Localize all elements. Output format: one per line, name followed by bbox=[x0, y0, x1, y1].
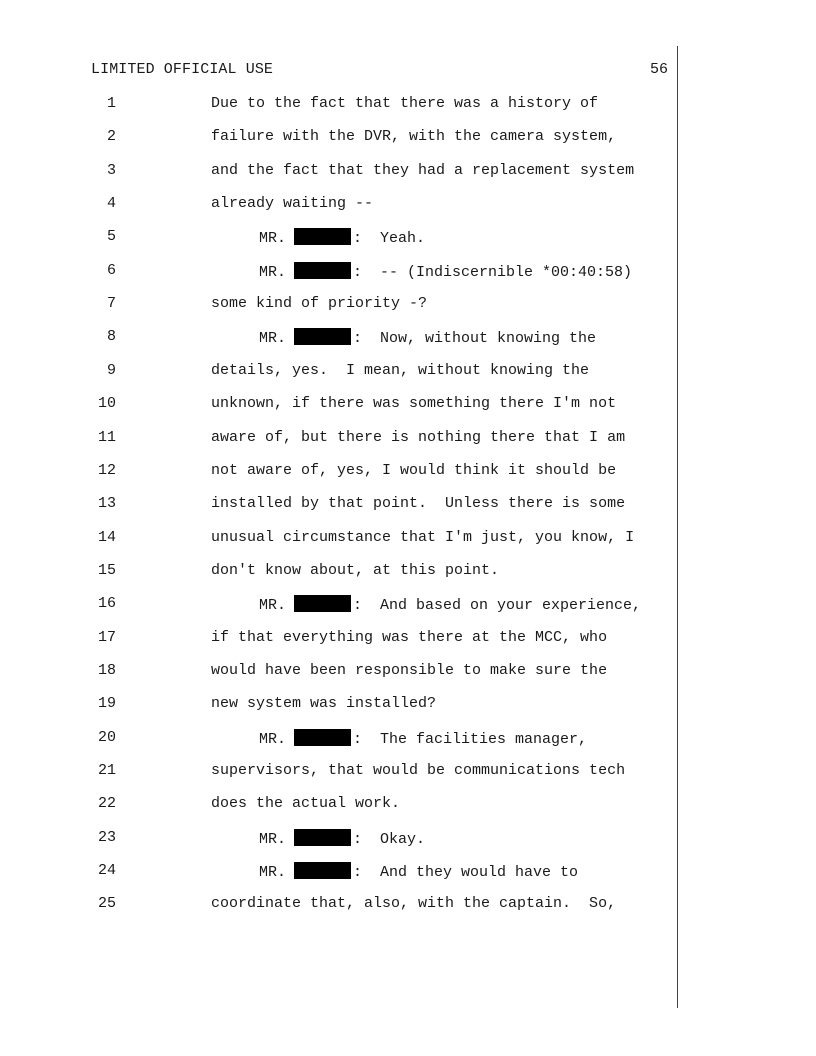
transcript-line bbox=[0, 695, 816, 715]
line-text: failure with the DVR, with the camera system, bbox=[211, 128, 617, 146]
transcript-line bbox=[0, 328, 816, 348]
redaction-box bbox=[294, 595, 351, 612]
line-number: 1 bbox=[106, 95, 116, 112]
line-number: 12 bbox=[97, 461, 116, 479]
speaker-line bbox=[259, 862, 578, 881]
transcript-line bbox=[0, 162, 816, 182]
transcript-line bbox=[0, 195, 816, 215]
line-text: supervisors, that would be communications tech bbox=[211, 762, 626, 779]
speech-text: : -- (Indiscernible *00:40:58) bbox=[353, 263, 633, 281]
line-number: 10 bbox=[97, 395, 116, 413]
line-text: and the fact that they had a replacement system bbox=[211, 161, 635, 179]
transcript-line bbox=[0, 395, 816, 415]
transcript-line bbox=[0, 562, 816, 582]
line-text: does the actual work. bbox=[211, 795, 401, 813]
line-number: 25 bbox=[97, 895, 116, 913]
transcript-line bbox=[0, 662, 816, 682]
line-number: 13 bbox=[97, 495, 116, 513]
speaker-label: MR. bbox=[259, 730, 287, 748]
line-number: 21 bbox=[97, 762, 116, 779]
transcript-line bbox=[0, 362, 816, 382]
redaction-box bbox=[294, 228, 351, 245]
transcript-line bbox=[0, 595, 816, 615]
line-number: 3 bbox=[106, 161, 116, 179]
line-number: 6 bbox=[106, 261, 116, 279]
speaker-line bbox=[259, 328, 596, 347]
page-number: 56 bbox=[649, 61, 668, 78]
line-number: 17 bbox=[97, 628, 116, 646]
transcript-line bbox=[0, 462, 816, 482]
line-text: aware of, but there is nothing there that I am bbox=[211, 428, 626, 446]
line-text: details, yes. I mean, without knowing the bbox=[211, 361, 590, 379]
speaker-label: MR. bbox=[259, 597, 287, 615]
line-text: not aware of, yes, I would think it should be bbox=[211, 461, 617, 479]
transcript-line bbox=[0, 429, 816, 449]
redaction-box bbox=[294, 862, 351, 879]
line-text: Due to the fact that there was a history of bbox=[211, 95, 599, 112]
line-text: coordinate that, also, with the captain. So, bbox=[211, 895, 617, 913]
transcript-line bbox=[0, 228, 816, 248]
redaction-box bbox=[294, 262, 351, 279]
line-number: 20 bbox=[97, 728, 116, 746]
speaker-line bbox=[259, 228, 425, 247]
speaker-label: MR. bbox=[259, 263, 287, 281]
speech-text: : Yeah. bbox=[353, 230, 426, 248]
transcript-line bbox=[0, 128, 816, 148]
transcript-line bbox=[0, 529, 816, 549]
speech-text: : Now, without knowing the bbox=[353, 330, 597, 348]
line-text: don't know about, at this point. bbox=[211, 561, 500, 579]
line-text: if that everything was there at the MCC, who bbox=[211, 628, 608, 646]
speaker-label: MR. bbox=[259, 330, 287, 348]
speaker-line bbox=[259, 595, 641, 614]
line-text: unknown, if there was something there I'm not bbox=[211, 395, 617, 413]
classification-header: LIMITED OFFICIAL USE bbox=[91, 61, 274, 78]
line-number: 9 bbox=[106, 361, 116, 379]
speech-text: : And they would have to bbox=[353, 864, 579, 882]
transcript-line bbox=[0, 295, 816, 315]
line-text: installed by that point. Unless there is some bbox=[211, 495, 626, 513]
transcript-line bbox=[0, 262, 816, 282]
line-number: 2 bbox=[106, 128, 116, 146]
redaction-box bbox=[294, 829, 351, 846]
transcript-line bbox=[0, 862, 816, 882]
speaker-label: MR. bbox=[259, 864, 287, 882]
transcript-line bbox=[0, 729, 816, 749]
speech-text: : The facilities manager, bbox=[353, 730, 588, 748]
line-text: unusual circumstance that I'm just, you know, I bbox=[211, 528, 635, 546]
transcript-line bbox=[0, 95, 816, 115]
speaker-label: MR. bbox=[259, 230, 287, 248]
transcript-line bbox=[0, 762, 816, 782]
transcript-line bbox=[0, 495, 816, 515]
redaction-box bbox=[294, 328, 351, 345]
line-number: 11 bbox=[97, 428, 116, 446]
line-number: 23 bbox=[97, 828, 116, 846]
line-text: would have been responsible to make sure the bbox=[211, 661, 608, 679]
transcript-line bbox=[0, 629, 816, 649]
line-number: 18 bbox=[97, 661, 116, 679]
transcript-line bbox=[0, 829, 816, 849]
line-number: 24 bbox=[97, 862, 116, 880]
redaction-box bbox=[294, 729, 351, 746]
line-text: some kind of priority -? bbox=[211, 295, 428, 313]
line-number: 14 bbox=[97, 528, 116, 546]
line-number: 19 bbox=[97, 695, 116, 713]
line-number: 5 bbox=[106, 228, 116, 246]
speaker-label: MR. bbox=[259, 830, 287, 848]
speech-text: : Okay. bbox=[353, 830, 426, 848]
speaker-line bbox=[259, 729, 587, 748]
line-number: 4 bbox=[106, 195, 116, 213]
line-number: 16 bbox=[97, 595, 116, 613]
line-text: already waiting -- bbox=[211, 195, 374, 213]
transcript-line bbox=[0, 895, 816, 915]
line-number: 8 bbox=[106, 328, 116, 346]
transcript-line bbox=[0, 795, 816, 815]
line-number: 22 bbox=[97, 795, 116, 813]
speaker-line bbox=[259, 829, 425, 848]
speaker-line bbox=[259, 262, 632, 281]
line-text: new system was installed? bbox=[211, 695, 437, 713]
line-number: 7 bbox=[106, 295, 116, 313]
speech-text: : And based on your experience, bbox=[353, 597, 642, 615]
line-number: 15 bbox=[97, 561, 116, 579]
